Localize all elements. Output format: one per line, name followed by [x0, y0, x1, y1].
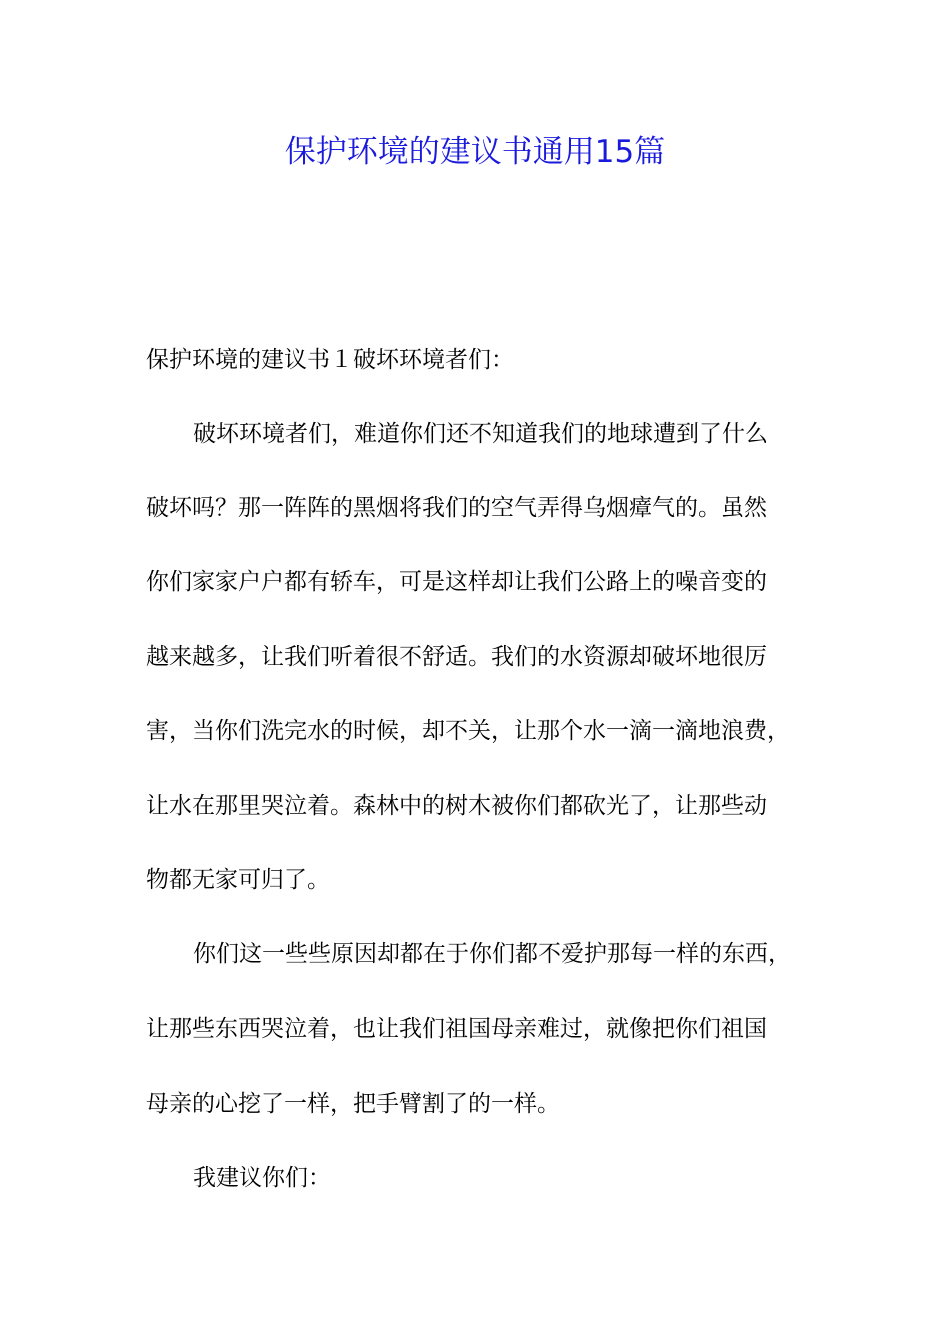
- paragraph-line: 物都无家可归了。: [146, 867, 330, 893]
- paragraph-line: 破坏环境者们，难道你们还不知道我们的地球遭到了什么: [193, 421, 768, 447]
- section-heading: 保护环境的建议书１破坏环境者们：: [146, 347, 514, 373]
- paragraph-line: 让水在那里哭泣着。森林中的树木被你们都砍光了，让那些动: [146, 793, 767, 819]
- paragraph-line: 让那些东西哭泣着，也让我们祖国母亲难过，就像把你们祖国: [146, 1016, 767, 1042]
- paragraph-line: 你们这一些些原因却都在于你们都不爱护那每一样的东西，: [193, 941, 791, 967]
- paragraph-line: 我建议你们：: [193, 1165, 331, 1191]
- paragraph-line: 破坏吗？那一阵阵的黑烟将我们的空气弄得乌烟瘴气的。虽然: [146, 495, 767, 521]
- paragraph-line: 害，当你们洗完水的时候，却不关，让那个水一滴一滴地浪费，: [146, 718, 790, 744]
- paragraph-line: 母亲的心挖了一样，把手臂割了的一样。: [146, 1091, 560, 1117]
- paragraph-line: 你们家家户户都有轿车，可是这样却让我们公路上的噪音变的: [146, 569, 767, 595]
- document-title: 保护环境的建议书通用15篇: [284, 134, 666, 170]
- paragraph-line: 越来越多，让我们听着很不舒适。我们的水资源却破坏地很厉: [146, 644, 767, 670]
